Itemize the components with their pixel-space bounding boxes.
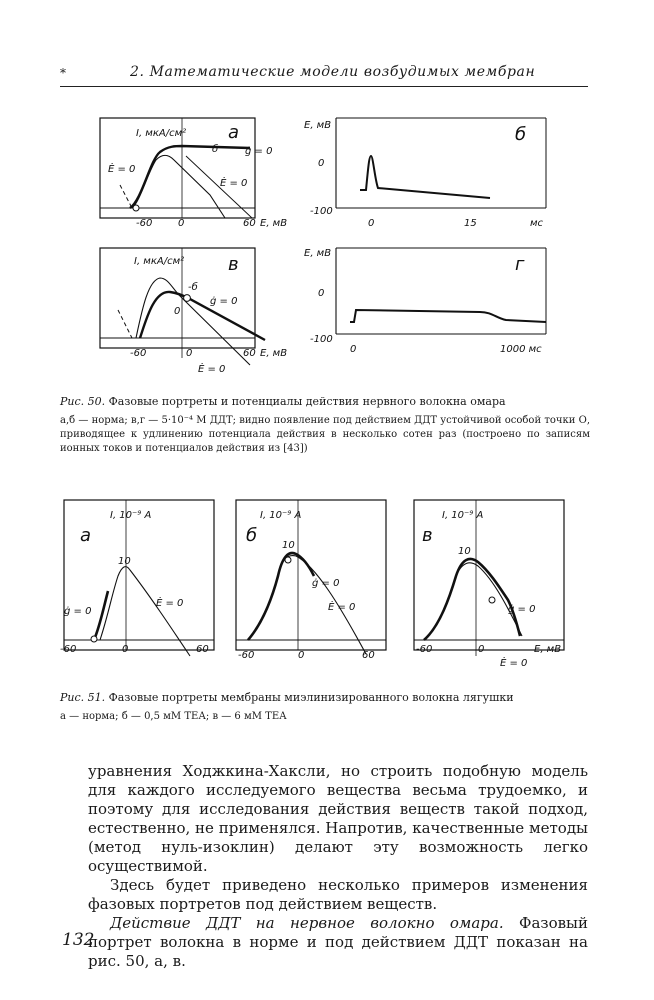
figure-50 xyxy=(60,100,590,400)
fig50a-tick-m60: -60 xyxy=(136,218,153,229)
fig50g-xtick-0: 0 xyxy=(350,344,357,355)
fig50-caption-title: Рис. 50. xyxy=(60,395,106,408)
page-number: 132 xyxy=(62,930,95,950)
fig51-caption-title: Рис. 51. xyxy=(60,691,106,704)
rest-point xyxy=(91,636,97,642)
fig51b-peak: 10 xyxy=(282,540,295,551)
fig50b-ytick-0: 0 xyxy=(318,158,325,169)
paragraph-3 xyxy=(88,914,588,971)
running-title: 2. Математические модели возбудимых мембран xyxy=(130,64,536,80)
portrait-curve-thin xyxy=(132,155,225,218)
fig51v-xlabel: E, мВ xyxy=(534,644,562,655)
action-potential-normal xyxy=(360,156,490,198)
fig50b-xtick-0: 0 xyxy=(368,218,375,229)
fig50g-xtick-1000: 1000 мс xyxy=(500,344,542,355)
action-potential-ddt xyxy=(350,310,546,322)
fig51v-xtick-0: 0 xyxy=(478,644,485,655)
fig51b-xtick-0: 0 xyxy=(298,650,305,661)
fig51v-xtick-m60: -60 xyxy=(416,644,433,655)
fig50g-letter: г xyxy=(515,254,525,275)
header-marker: * xyxy=(60,66,66,80)
fig51-panel-a xyxy=(60,500,214,656)
paragraph-1: уравнения Ходжкина-Хаксли, но строить подобную модель для каждого исследуемого вещества весьма трудоемко, и поэтому для исследования действия веществ такой подход, естественно, не применялся. Напротив, качественные методы (метод нуль-изоклин) делают эту возможность легко осуществимой. xyxy=(88,762,588,875)
fig50g-ylabel: E, мВ xyxy=(304,248,332,259)
portrait-curve-thin xyxy=(100,567,190,656)
fig51a-nullcline-g: ġ = 0 xyxy=(64,606,92,617)
fig50a-nullcline-g: ġ = 0 xyxy=(245,146,273,157)
portrait-curve-thick xyxy=(248,553,314,640)
fig50a-nullcline-e2: Ė = 0 xyxy=(220,178,248,189)
portrait-curve-thick xyxy=(424,559,520,640)
fig50a-ylabel: I, мкА/см² xyxy=(136,128,187,139)
running-header xyxy=(60,62,588,86)
fig50-panel-a xyxy=(100,118,287,229)
fig50v-letter: в xyxy=(228,254,239,275)
fig51-caption-text: Фазовые портреты мембраны миэлинизированного волокна лягушки xyxy=(108,691,514,704)
fig51b-letter: б xyxy=(246,525,258,546)
fig51a-xtick-m60: -60 xyxy=(60,644,77,655)
fig50v-nullcline-e: Ė = 0 xyxy=(198,364,226,375)
paragraph-3-italic: Действие ДДТ на нервное волокно омара. xyxy=(110,914,504,932)
nullcline-dashed xyxy=(118,310,132,338)
fig51a-xtick-0: 0 xyxy=(122,644,129,655)
fig51v-peak: 10 xyxy=(458,546,471,557)
stable-point-O xyxy=(184,295,191,302)
fig51b-nullcline-g: ġ = 0 xyxy=(312,578,340,589)
fig50a-curve-label: б xyxy=(212,144,219,155)
fig51b-xtick-60: 60 xyxy=(362,650,375,661)
fig51v-letter: в xyxy=(422,525,433,546)
fig50a-xlabel: E, мВ xyxy=(260,218,288,229)
fig50-caption xyxy=(60,394,590,410)
fig50b-xtick-15: 15 xyxy=(464,218,477,229)
fig50a-nullcline-e: Ė = 0 xyxy=(108,164,136,175)
fig50-caption-text: Фазовые портреты и потенциалы действия нервного волокна омара xyxy=(108,395,506,408)
fig50v-point-label: 0 xyxy=(174,306,181,317)
fig50g-ytick-0: 0 xyxy=(318,288,325,299)
fig51b-nullcline-e: Ė = 0 xyxy=(328,602,356,613)
fig51a-ylabel: I, 10⁻⁹ A xyxy=(110,510,152,521)
figure-51 xyxy=(60,496,590,676)
fig51a-nullcline-e: Ė = 0 xyxy=(156,598,184,609)
fig51b-xtick-m60: -60 xyxy=(238,650,255,661)
fig50-panel-g xyxy=(304,248,546,355)
fig50-caption-sub: а,б — норма; в,г — 5·10⁻⁴ М ДДТ; видно появление под действием ДДТ устойчивой особой точки О, приводящее к удлинению потенциала действия в несколько сотен раз (построено по записям ионных токов и потенциалов действия из [43]) xyxy=(60,415,590,454)
rest-point xyxy=(489,597,495,603)
fig50v-nullcline-g: ġ = 0 xyxy=(210,296,238,307)
fig50b-ytick-m100: -100 xyxy=(310,206,333,217)
panel-frame xyxy=(64,500,214,650)
fig51a-letter: а xyxy=(80,525,92,546)
fig51-caption-sub: а — норма; б — 0,5 мМ ТЕА; в — 6 мМ ТЕА xyxy=(60,711,287,722)
fig51v-nullcline-e: Ė = 0 xyxy=(500,658,528,669)
fig50b-letter: б xyxy=(515,124,527,145)
paragraph-2: Здесь будет приведено несколько примеров изменения фазовых портретов под действием веществ. xyxy=(88,876,588,913)
rest-point xyxy=(133,205,139,211)
fig50-panel-b xyxy=(304,118,546,229)
fig51b-ylabel: I, 10⁻⁹ A xyxy=(260,510,302,521)
fig50g-ytick-m100: -100 xyxy=(310,334,333,345)
fig50v-ylabel: I, мкА/см² xyxy=(134,256,185,267)
body-text xyxy=(88,762,588,971)
fig51v-nullcline-g: ġ = 0 xyxy=(508,604,536,615)
fig51-panel-v xyxy=(414,500,564,669)
fig50v-curve-label: -б xyxy=(188,282,198,293)
paragraph-3-rest: Фазовый портрет волокна в норме и под действием ДДТ показан на рис. 50, а, в. xyxy=(88,914,588,970)
fig50a-letter: а xyxy=(228,122,240,143)
fig50b-ylabel: E, мВ xyxy=(304,120,332,131)
fig51a-peak: 10 xyxy=(118,556,131,567)
portrait-curve-thick xyxy=(94,591,108,640)
fig50b-xunit: мс xyxy=(530,218,544,229)
rest-point xyxy=(285,557,291,563)
fig51-caption xyxy=(60,690,590,706)
fig50v-tick-60: 60 xyxy=(243,348,256,359)
fig50-panel-v xyxy=(100,248,287,375)
header-rule xyxy=(60,86,588,87)
fig50v-tick-0: 0 xyxy=(186,348,193,359)
fig50v-tick-m60: -60 xyxy=(130,348,147,359)
fig50a-tick-0: 0 xyxy=(178,218,185,229)
fig50a-tick-60: 60 xyxy=(243,218,256,229)
fig51a-xtick-60: 60 xyxy=(196,644,209,655)
fig51v-ylabel: I, 10⁻⁹ A xyxy=(442,510,484,521)
fig50v-xlabel: E, мВ xyxy=(260,348,288,359)
portrait-curve-thick xyxy=(140,292,265,340)
nullcline-dashed xyxy=(120,185,132,208)
fig51-panel-b xyxy=(236,500,386,661)
